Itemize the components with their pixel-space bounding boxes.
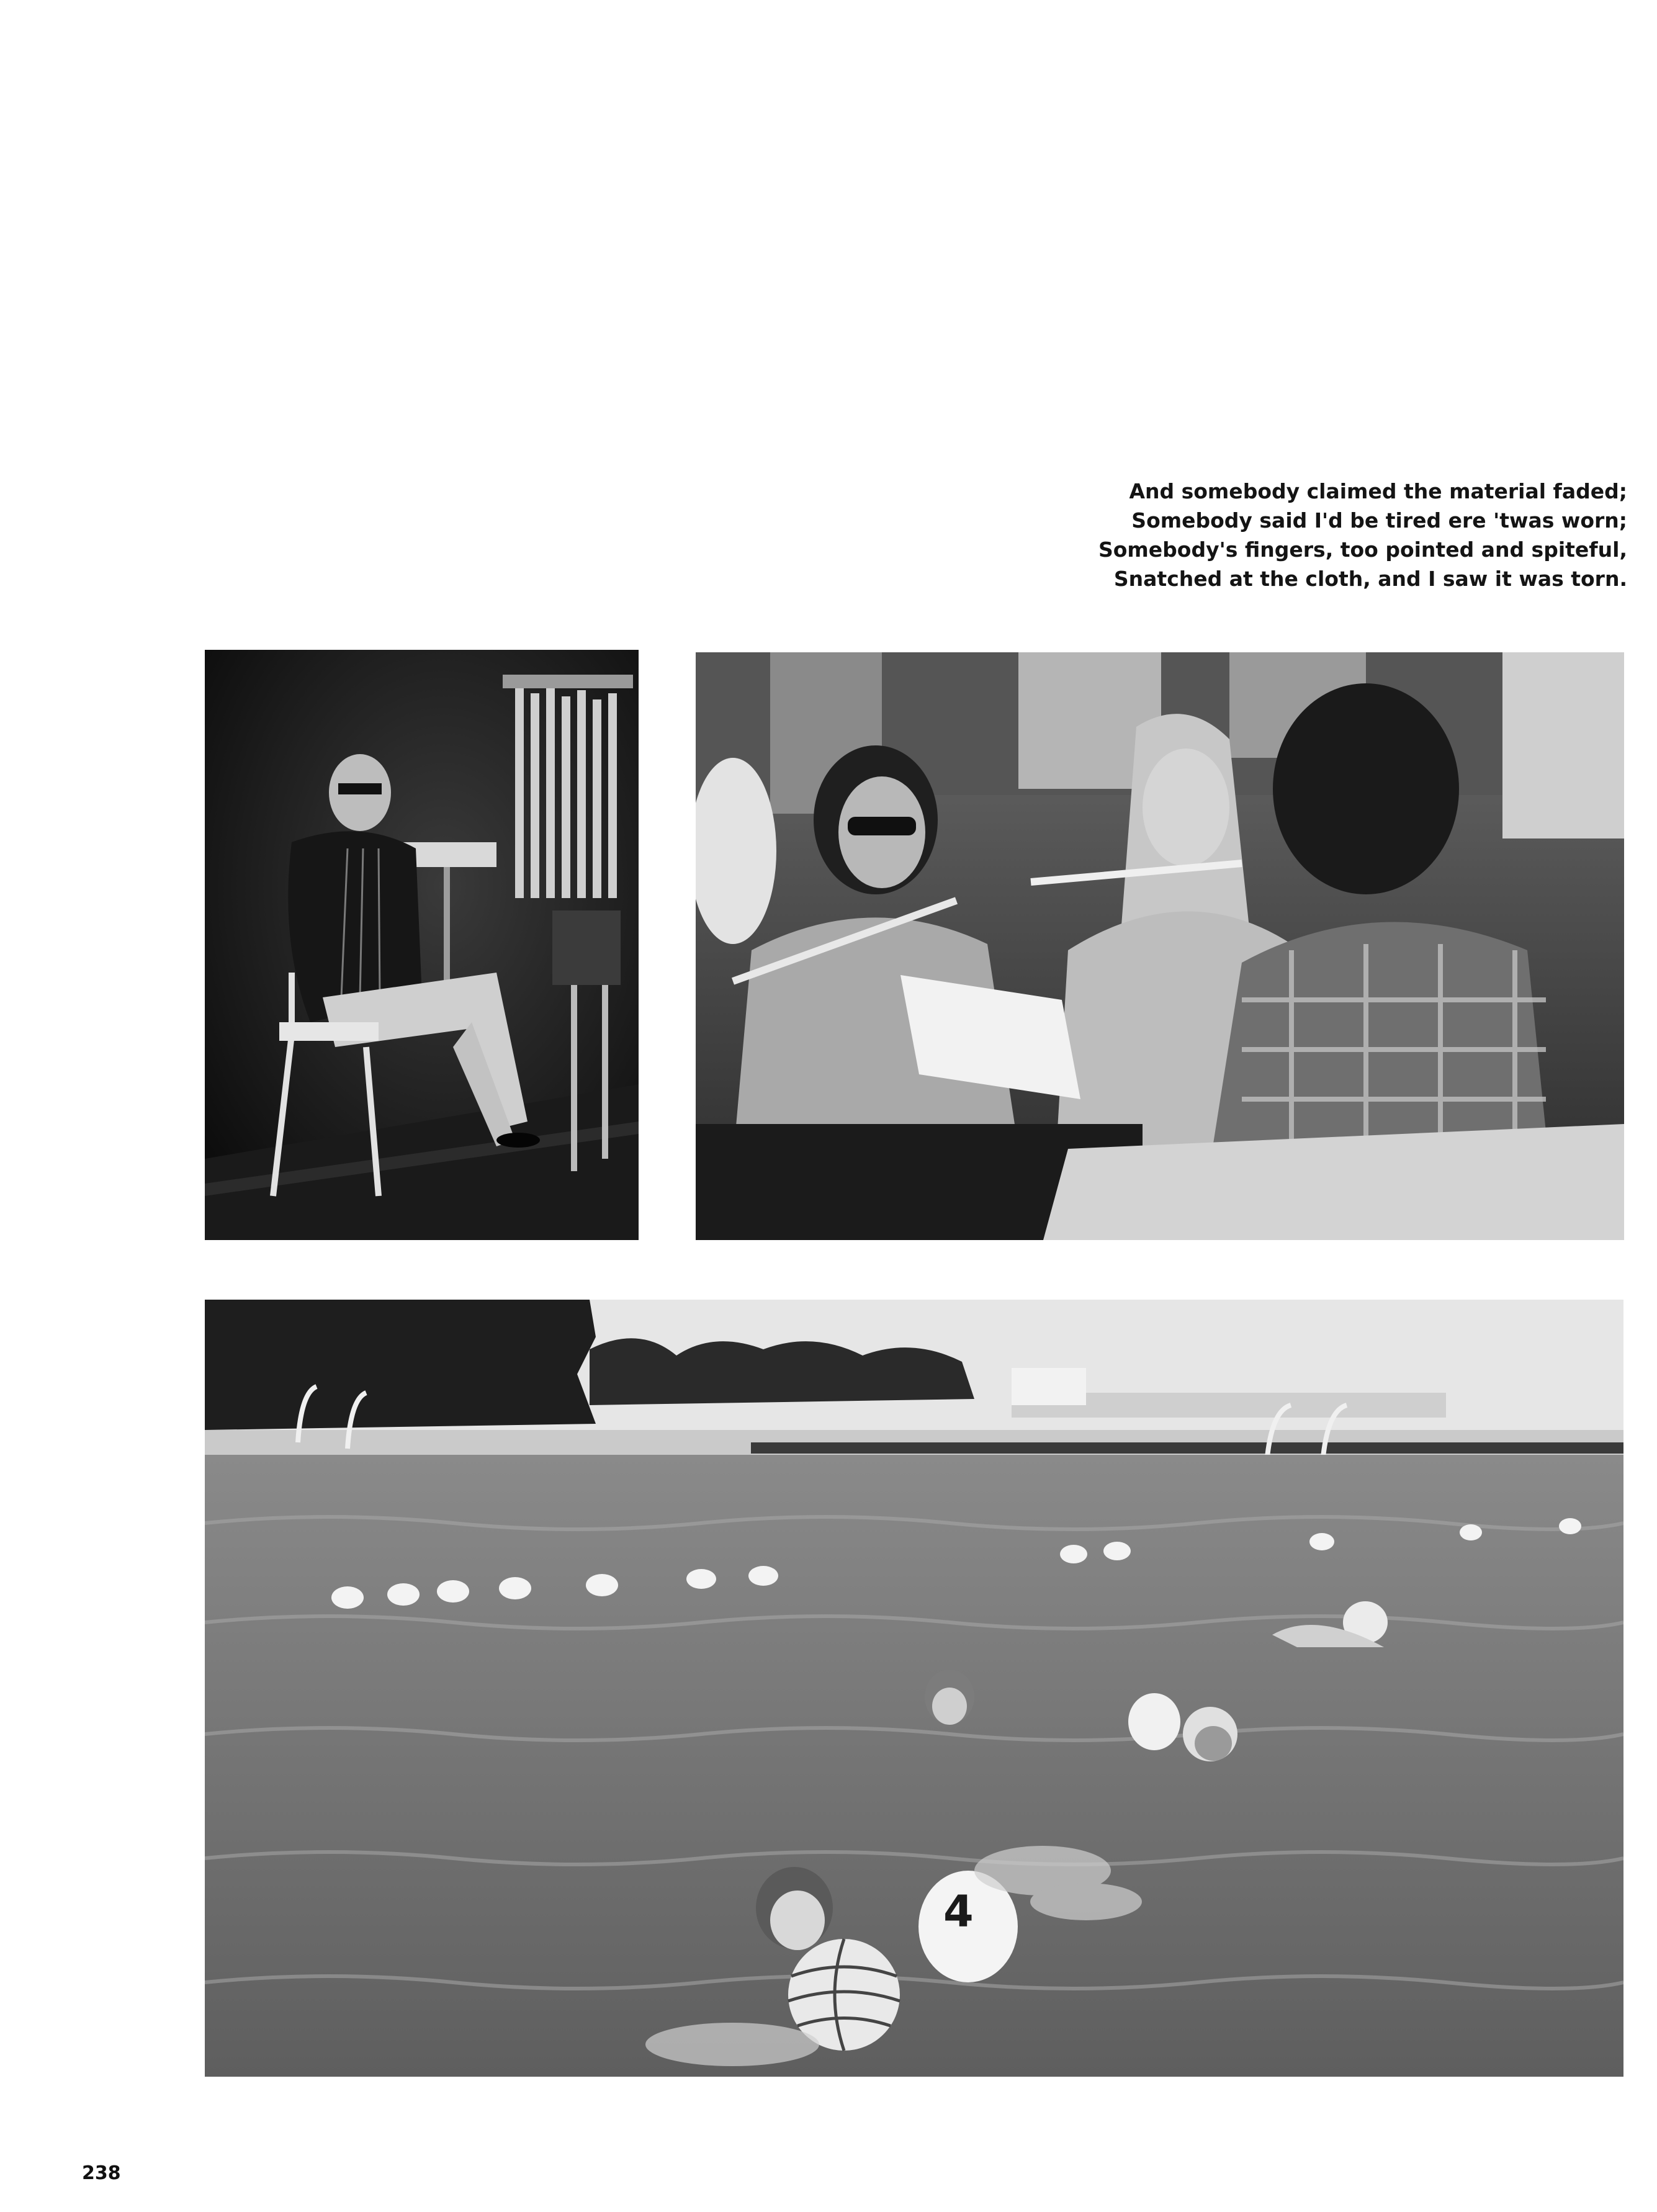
poem-line: Somebody said I'd be tired ere 'twas worn; [1131,508,1627,533]
poem-line: Snatched at the cloth, and I saw it was torn. [1113,567,1627,591]
poem-line: And somebody claimed the material faded; [1129,479,1627,503]
svg-text:4: 4 [943,1886,974,1937]
photo-seated-conductor [205,650,639,1240]
photo-flute-players [696,652,1624,1240]
seated-conductor-image [205,650,639,1240]
flute-players-image [696,652,1624,1240]
page-number: 238 [82,2162,121,2184]
poem-line: Somebody's fingers, too pointed and spiteful, [1098,537,1627,562]
water-polo-image [205,1300,1623,2077]
poem-stanza [945,477,1627,593]
photo-water-polo [205,1300,1623,2077]
